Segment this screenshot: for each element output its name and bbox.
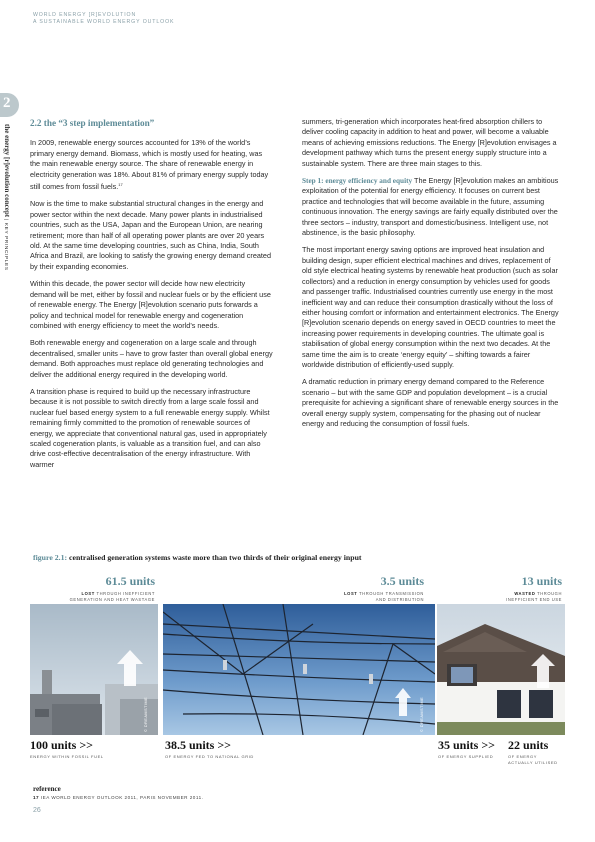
section-title: 2.2 the “3 step implementation” — [30, 118, 155, 128]
text-column-left — [30, 115, 273, 477]
flow-description: ENERGY WITHIN FOSSIL FUEL — [30, 754, 104, 759]
header-line-1: WORLD ENERGY [R]EVOLUTION — [33, 12, 137, 18]
paragraph — [302, 176, 562, 238]
step-1-text: The Energy [R]evolution makes an ambitious exploitation of the potential for energy efficiency. It focuses on current best practice and technologies that will become available in the future, assuming continuous innovation. The energy savings are fairly equally distributed over the three sectors – industry, transport and domestic/business. Intelligent use, not abstinence, is the basic philosophy. — [302, 176, 559, 238]
loss-description: LOST THROUGH INEFFICIENT GENERATION AND HEAT WASTAGE — [69, 591, 155, 602]
flow-value: 35 units >> — [438, 738, 496, 752]
paragraph: The most important energy saving options are improved heat insulation and building design, super efficient electrical machines and drives, replacement of old style electrical heating systems by renewable heat production (such as solar collectors) and a reduction in energy consumption by vehicles used for goods and passenger traffic. Industrialised countries currently use energy in the most inefficient way and can reduce their consumption drastically without the loss of either housing comfort or information and entertainment electronics. The Energy [R]evolution scenario depends on energy saved in OECD countries to meet the increasing power requirements in developing countries. The ultimate goal is stabilisation of global energy consumption within the next two decades. At the same time the aim is to create ‘energy equity’ – shifting towards a fairer worldwide distribution of efficiently-used supply. — [302, 245, 559, 369]
paragraph: Within this decade, the power sector will decide how new electricity demand will be met, either by fossil and nuclear fuels or by the efficient use of renewable energy. The Energy [R]evolution scenario puts forwards a policy and technical model for renewable energy and cogeneration combined with energy efficiency to meet the world’s needs. — [30, 279, 271, 330]
footnote-marker: 17 — [118, 182, 123, 188]
paragraph — [30, 138, 273, 192]
loss-value: 61.5 units — [105, 574, 155, 588]
paragraph-text: In 2009, renewable energy sources accounted for 13% of the world’s primary energy demand. Biomass, which is mostly used for heating, was the main renewable energy source. The share of renewable energy in electricity generation was 18%. About 81% of primary energy supply today still comes from fossil fuels. — [30, 138, 269, 192]
header-line-2: A SUSTAINABLE WORLD ENERGY OUTLOOK — [33, 19, 175, 25]
paragraph: A transition phase is required to build up the necessary infrastructure because it is not possible to switch directly from a large scale fossil and nuclear fuel based energy system to a full renewable energy supply. Whilst remaining firmly committed to the promotion of renewable sources of energy, we appreciate that conventional natural gas, used in appropriately scaled cogeneration plants, is valuable as a transition fuel, and can also drive cost-effective decentralisation of the energy infrastructure. With warmer — [30, 386, 270, 469]
loss-value: 3.5 units — [380, 574, 424, 588]
text-column-right — [302, 117, 562, 436]
flow-value: 38.5 units >> — [165, 738, 232, 752]
step-1-label: Step 1: energy efficiency and equity — [302, 177, 413, 186]
photo-house — [437, 604, 565, 735]
loss-stat-end-use — [470, 574, 562, 603]
photo-credit: © DREAMSTIME — [420, 696, 424, 732]
flow-stat-national-grid — [165, 738, 254, 760]
side-label-subtitle: KEY PRINCIPLES — [3, 222, 8, 271]
side-label-separator: | — [3, 217, 8, 223]
loss-value: 13 units — [521, 574, 562, 588]
photo-credit: © DREAMSTIME — [144, 696, 148, 732]
figure-caption — [33, 553, 362, 562]
page-number: 26 — [33, 807, 41, 814]
photo-power-lines — [163, 604, 435, 735]
flow-value: 100 units >> — [30, 738, 94, 752]
flow-stat-supplied — [438, 738, 495, 760]
loss-description: WASTED THROUGH INEFFICIENT END USE — [506, 591, 562, 602]
references — [33, 785, 203, 800]
flow-stat-utilised — [508, 738, 558, 766]
paragraph: summers, tri-generation which incorporates heat-fired absorption chillers to deliver cooling capacity in addition to heat and power, will become a valuable means of achieving emissions reductions. The Energy [R]evolution envisages a development pathway which turns the present energy supply structure into a sustainable system. There are three main stages to this. — [302, 117, 557, 168]
chapter-number: 2 — [3, 95, 11, 111]
flow-description: OF ENERGY FED TO NATIONAL GRID — [165, 754, 254, 759]
paragraph: Both renewable energy and cogeneration on a large scale and through decentralised, smaller units – have to grow faster than overall global energy demand. Both approaches must replace old generating technologies and deliver the additional energy required in the developing world. — [30, 338, 273, 379]
figure-label: figure 2.1: — [33, 553, 68, 562]
paragraph: Now is the time to make substantial structural changes in the energy and power sector within the next decade. Many power plants in industrialised countries, such as the USA, Japan and the European Union, are nearing retirement; more than half of all operating power plants are over 20 years old. At the same time developing countries, such as China, India, South Africa and Brazil, are looking to satisfy the growing energy demand created by their expanding economies. — [30, 199, 271, 271]
loss-stat-transmission — [300, 574, 424, 603]
figure-caption-text: centralised generation systems waste more than two thirds of their original energy input — [67, 553, 362, 562]
side-label — [1, 124, 12, 354]
chapter-tab — [0, 93, 19, 117]
loss-stat-generation — [33, 574, 155, 603]
side-label-title: the energy [r]evolution concept — [3, 124, 11, 218]
flow-description: OF ENERGY ACTUALLY UTILISED — [508, 754, 558, 765]
flow-description: OF ENERGY SUPPLIED — [438, 754, 494, 759]
photo-power-plant — [30, 604, 158, 735]
loss-description: LOST THROUGH TRANSMISSION AND DISTRIBUTION — [344, 591, 424, 602]
running-header — [33, 12, 174, 26]
flow-value: 22 units — [508, 738, 549, 752]
paragraph: A dramatic reduction in primary energy demand compared to the Reference scenario – but with the same GDP and population development – is a crucial prerequisite for achieving a significant share of renewable energy sources in the overall energy supply system, compensating for the phasing out of nuclear energy and reducing the consumption of fossil fuels. — [302, 377, 559, 428]
references-heading: reference — [33, 785, 61, 793]
flow-stat-fossil-fuel — [30, 738, 104, 760]
reference-item: 17 IEA WORLD ENERGY OUTLOOK 2011, PARIS NOVEMBER 2011. — [33, 795, 204, 800]
